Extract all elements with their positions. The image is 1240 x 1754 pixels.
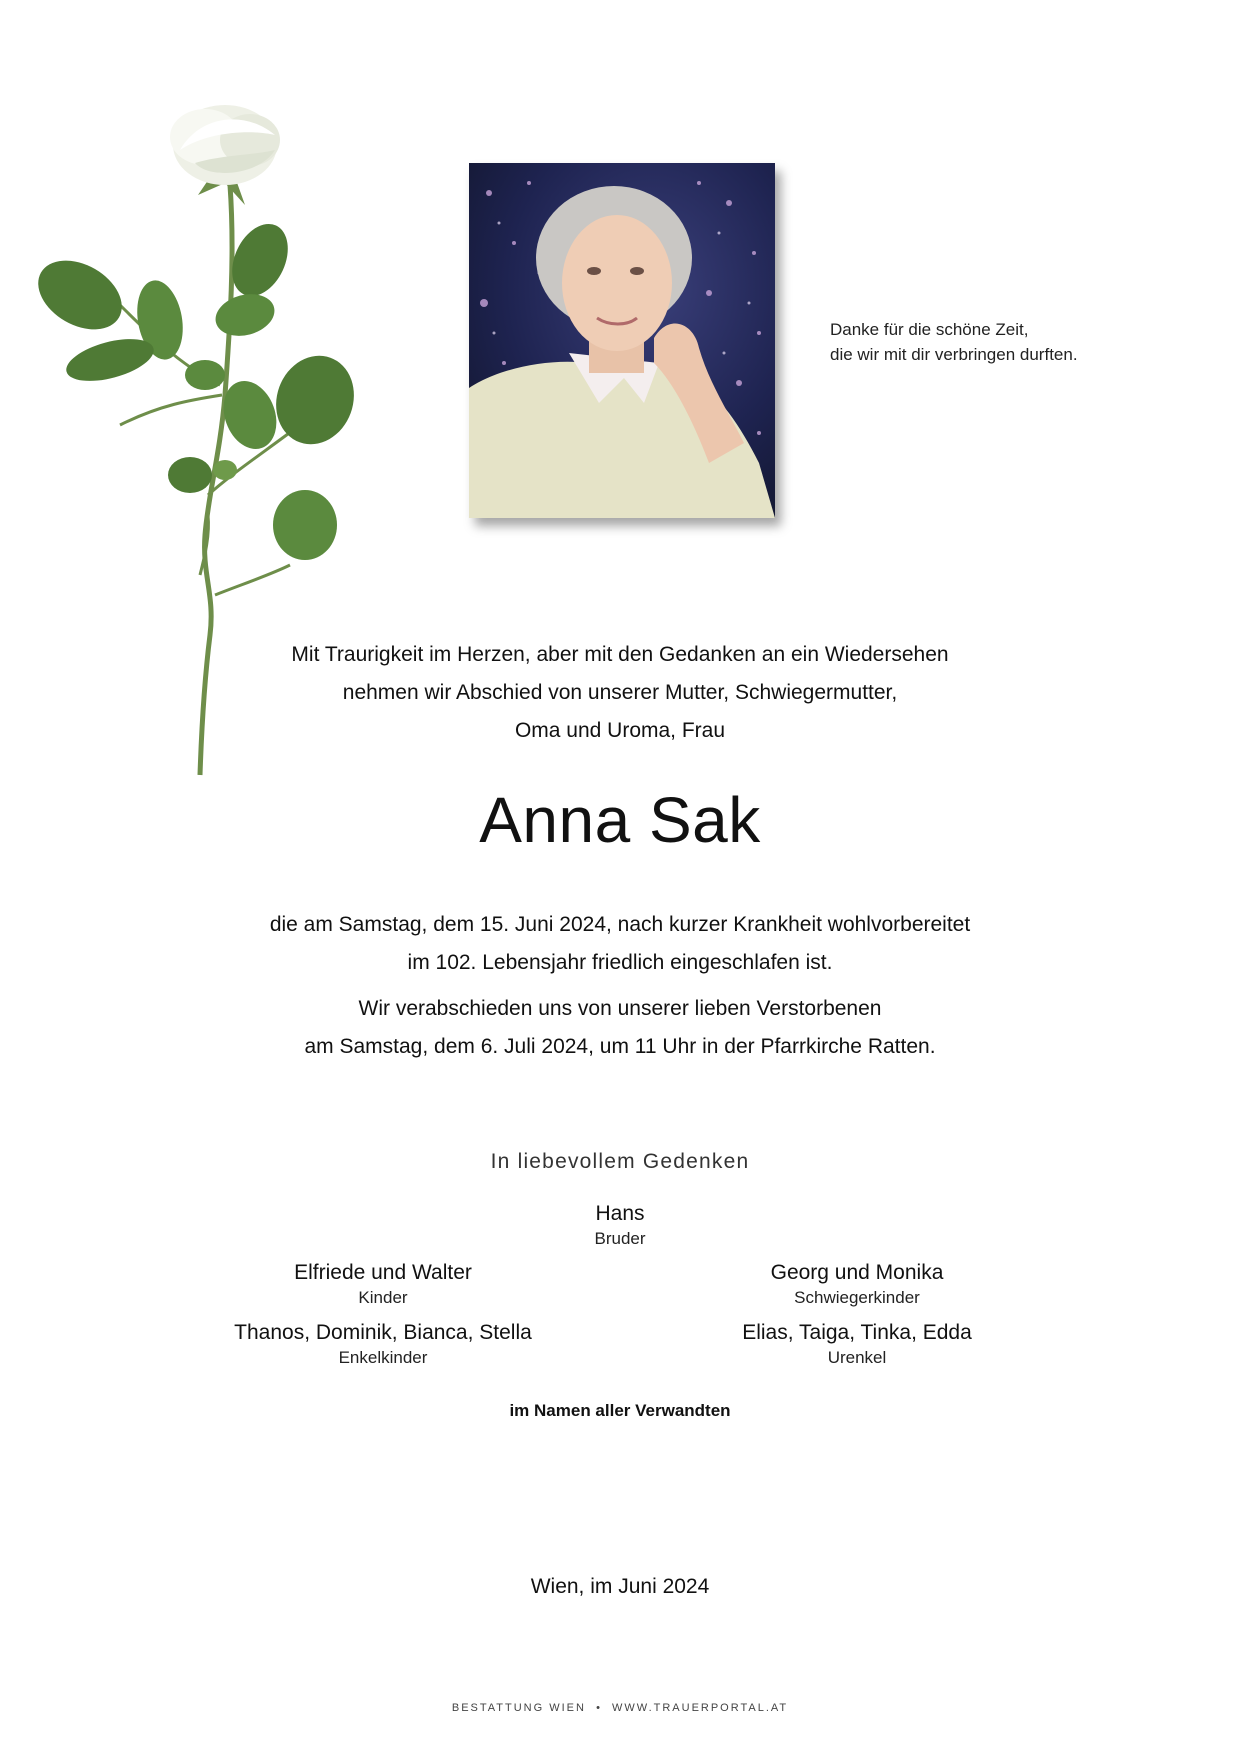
mourner-name: Thanos, Dominik, Bianca, Stella: [234, 1321, 532, 1344]
mourner-great-grandchildren: [637, 1319, 1077, 1369]
portrait-photo: [469, 163, 775, 518]
mourner-relation: Kinder: [358, 1288, 408, 1307]
mourner-children: [163, 1259, 603, 1309]
intro-line-3: Oma und Uroma, Frau: [514, 719, 726, 742]
footer-credit: BESTATTUNG WIEN • WWW.TRAUERPORTAL.AT: [451, 1702, 789, 1714]
details-line-4: am Samstag, dem 6. Juli 2024, um 11 Uhr in der Pfarrkirche Ratten.: [304, 1035, 936, 1058]
details-line-2: im 102. Lebensjahr friedlich eingeschlafen ist.: [407, 951, 833, 974]
intro-line-2: nehmen wir Abschied von unserer Mutter, Schwiegermutter,: [342, 681, 898, 704]
deceased-name: Anna Sak: [479, 784, 761, 856]
funeral-details: [0, 990, 1240, 1066]
mourner-brother: [400, 1200, 840, 1250]
quote-line-2: die wir mit dir verbringen durften.: [830, 345, 1078, 364]
details-line-1: die am Samstag, dem 15. Juni 2024, nach kurzer Krankheit wohlvorbereitet: [269, 913, 971, 936]
mourner-name: Georg und Monika: [770, 1261, 944, 1284]
mourner-name: Elfriede und Walter: [294, 1261, 472, 1284]
memorial-quote: [830, 317, 1078, 367]
mourner-relation: Enkelkinder: [338, 1348, 428, 1367]
mourner-relation: Bruder: [594, 1229, 646, 1248]
memory-heading: In liebevollem Gedenken: [490, 1150, 750, 1173]
mourner-children-in-law: [637, 1259, 1077, 1309]
intro-line-1: Mit Traurigkeit im Herzen, aber mit den Gedanken an ein Wiedersehen: [291, 643, 949, 666]
mourner-grandchildren: [163, 1319, 603, 1369]
quote-line-1: Danke für die schöne Zeit,: [830, 320, 1029, 339]
mourner-relation: Urenkel: [827, 1348, 887, 1367]
mourner-relation: Schwiegerkinder: [794, 1288, 920, 1307]
place-date: Wien, im Juni 2024: [530, 1575, 710, 1598]
death-details: [0, 906, 1240, 982]
intro-text: [0, 636, 1240, 750]
closing-note: im Namen aller Verwandten: [509, 1401, 731, 1420]
mourner-name: Hans: [595, 1202, 645, 1225]
mourner-name: Elias, Taiga, Tinka, Edda: [742, 1321, 972, 1344]
details-line-3: Wir verabschieden uns von unserer lieben Verstorbenen: [358, 997, 882, 1020]
